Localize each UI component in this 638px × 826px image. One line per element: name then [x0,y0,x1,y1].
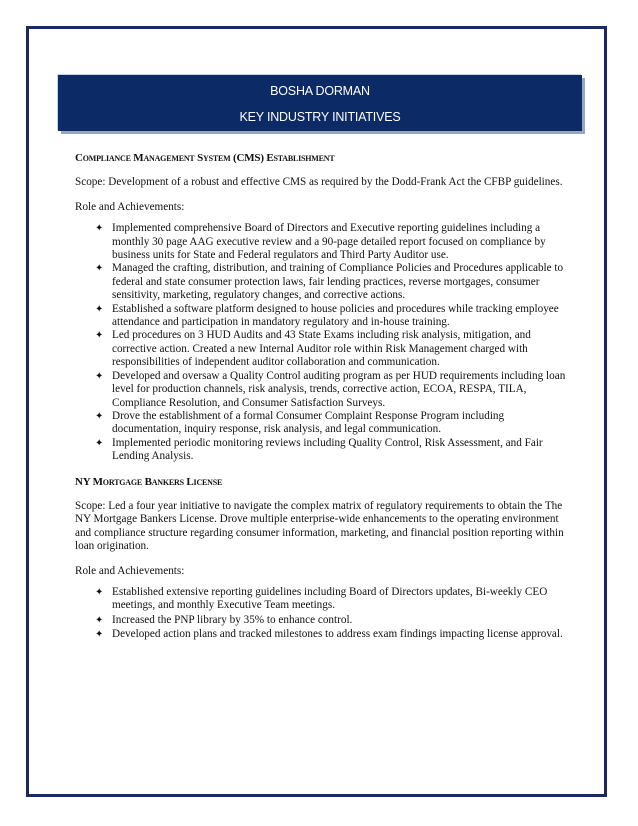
list-item: ✦ Implemented comprehensive Board of Directors and Executive reporting guidelines including a monthly 30 page AAG executive review and a 90-page detailed report focused on compliance by business units for State and Federal regulators and Third Party Auditor use. [95,222,546,262]
section-heading-ny-license: NY Mortgage Bankers License [75,475,223,488]
section-scope-ny-license: Scope: Led a four year initiative to navigate the complex matrix of regulatory requirements to obtain the The NY Mortgage Bankers License. Drove multiple enterprise-wide enhancements to the operating environment and compliance structure regarding consumer information, marketing, and financial position reporting within loan origination. [75,499,564,553]
list-item: ✦ Developed and oversaw a Quality Control auditing program as per HUD requirements including loan level for production channels, risk analysis, trends, corrective action, ECOA, RESPA, TILA, Compliance Resolution, and Consumer Satisfaction Surveys. [95,369,566,409]
header-name: BOSHA DORMAN [270,84,370,98]
four-pointed-star-icon: ✦ [95,370,104,382]
list-item: ✦ Developed action plans and tracked milestones to address exam findings impacting license approval. [95,628,563,641]
list-item: ✦ Established a software platform designed to house policies and procedures while tracking employee attendance and participation in mandatory regulatory and in-house training. [95,302,559,329]
achievement-list-ny-license [75,586,570,642]
list-item: ✦ Led procedures on 3 HUD Audits and 43 State Exams including risk analysis, mitigation, and corrective action. Created a new Internal Auditor role within Risk Management charged with responsibilities of independent auditor collaboration and communication. [95,329,531,369]
four-pointed-star-icon: ✦ [95,330,104,342]
header-subtitle: KEY INDUSTRY INITIATIVES [239,110,401,124]
list-item: ✦ Drove the establishment of a formal Consumer Complaint Response Program including documentation, inquiry response, risk analysis, and legal communication. [95,409,505,436]
four-pointed-star-icon: ✦ [95,629,104,641]
four-pointed-star-icon: ✦ [95,263,104,275]
list-item: ✦ Managed the crafting, distribution, and training of Compliance Policies and Procedures applicable to federal and state consumer protection laws, fair lending practices, reverse mortgages, consumer sensitivity, marketing, regulatory changes, and corrective actions. [95,262,564,302]
four-pointed-star-icon: ✦ [95,303,104,315]
list-item: ✦ Increased the PNP library by 35% to enhance control. [95,613,353,626]
four-pointed-star-icon: ✦ [95,410,104,422]
header-banner [58,75,582,131]
achievement-list-cms [75,222,570,463]
four-pointed-star-icon: ✦ [95,586,104,598]
list-item: ✦ Established extensive reporting guidelines including Board of Directors updates, Bi-weekly CEO meetings, and monthly Executive Team meetings. [95,585,548,612]
list-item: ✦ Implemented periodic monitoring reviews including Quality Control, Risk Assessment, and Fair Lending Analysis. [95,436,543,463]
four-pointed-star-icon: ✦ [95,614,104,626]
section-heading-cms: Compliance Management System (CMS) Establishment [75,152,335,164]
role-label-cms: Role and Achievements: [75,200,185,213]
role-label-ny-license: Role and Achievements: [75,564,185,577]
four-pointed-star-icon: ✦ [95,437,104,449]
section-scope-cms: Scope: Development of a robust and effective CMS as required by the Dodd-Frank Act the CFBP guidelines. [75,176,563,189]
four-pointed-star-icon: ✦ [95,223,104,235]
document-body [75,152,570,643]
